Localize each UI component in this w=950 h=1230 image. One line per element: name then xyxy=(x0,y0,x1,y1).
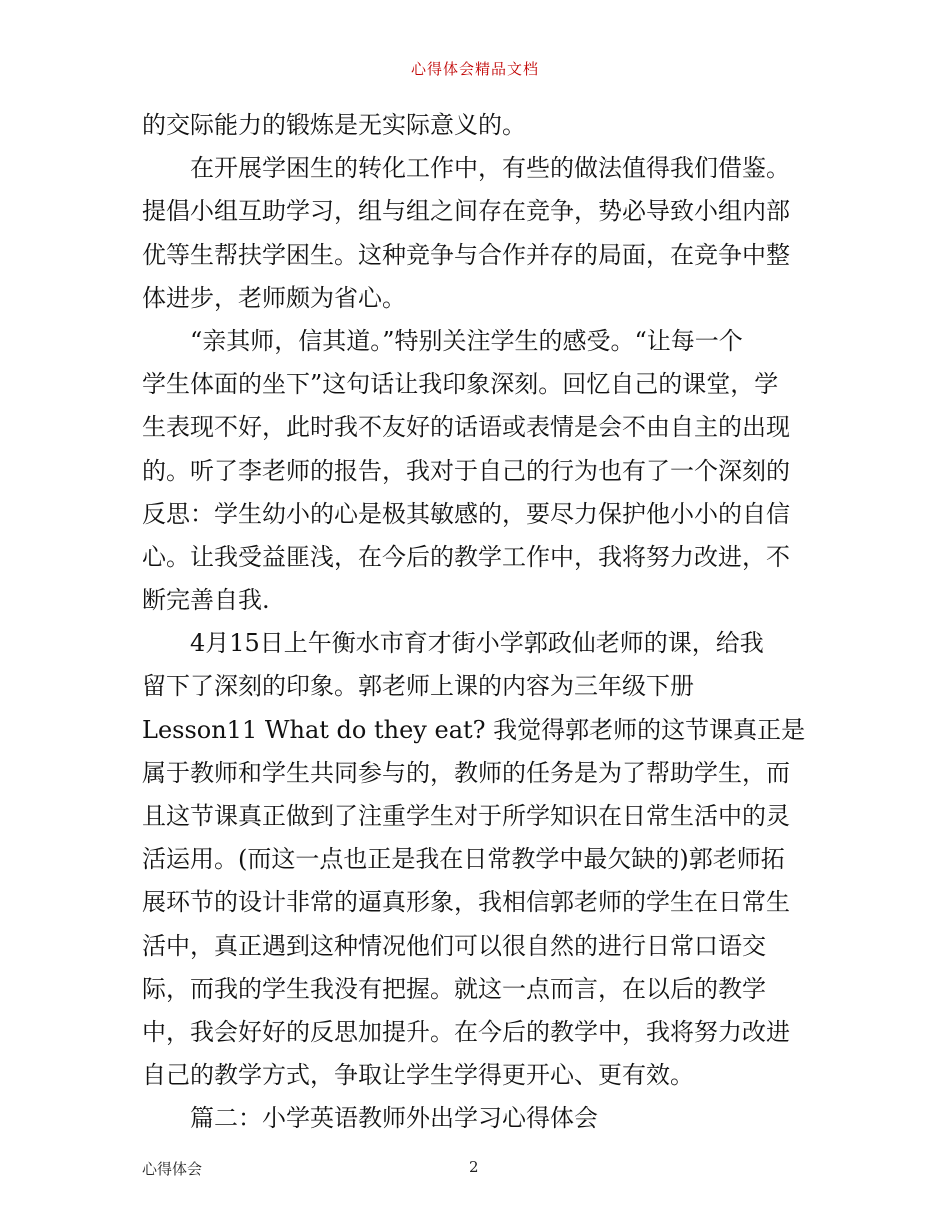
body-line: 展环节的设计非常的逼真形象，我相信郭老师的学生在日常生 xyxy=(142,888,790,917)
body-line: 心。让我受益匪浅，在今后的教学工作中，我将努力改进，不 xyxy=(142,542,790,571)
document-body xyxy=(142,104,814,1141)
body-line: 体进步，老师颇为省心。 xyxy=(142,283,406,312)
body-line: 4月15日上午衡水市育才街小学郭政仙老师的课，给我 xyxy=(190,629,764,658)
body-line: 际，而我的学生我没有把握。就这一点而言，在以后的教学 xyxy=(142,974,766,1003)
body-line: 反思：学生幼小的心是极其敏感的，要尽力保护他小小的自信 xyxy=(142,499,790,528)
body-line: 中，我会好好的反思加提升。在今后的教学中，我将努力改进 xyxy=(142,1017,790,1046)
body-line: 留下了深刻的印象。郭老师上课的内容为三年级下册 xyxy=(142,672,694,701)
body-line: 属于教师和学生共同参与的，教师的任务是为了帮助学生，而 xyxy=(142,758,790,787)
body-line: 活中，真正遇到这种情况他们可以很自然的进行日常口语交 xyxy=(142,931,766,960)
body-line: “亲其师，信其道。”特别关注学生的感受。“让每一个 xyxy=(190,326,743,355)
body-line: 自己的教学方式，争取让学生学得更开心、更有效。 xyxy=(142,1061,694,1090)
body-line: 且这节课真正做到了注重学生对于所学知识在日常生活中的灵 xyxy=(142,802,790,830)
body-line: 在开展学困生的转化工作中，有些的做法值得我们借鉴。 xyxy=(190,154,790,183)
body-line: 的。听了李老师的报告，我对于自己的行为也有了一个深刻的 xyxy=(142,456,790,485)
body-line: Lesson11 What do they eat? 我觉得郭老师的这节课真正是 xyxy=(142,715,806,744)
page-number: 2 xyxy=(469,1158,479,1176)
body-line: 活运用。(而这一点也正是我在日常教学中最欠缺的)郭老师拓 xyxy=(142,845,785,874)
body-line: 断完善自我. xyxy=(142,586,270,615)
body-line: 优等生帮扶学困生。这种竞争与合作并存的局面，在竞争中整 xyxy=(142,240,790,269)
section-heading: 篇二：小学英语教师外出学习心得体会 xyxy=(190,1104,598,1133)
body-line: 的交际能力的锻炼是无实际意义的。 xyxy=(142,111,526,139)
document-header-title: 心得体会精品文档 xyxy=(410,60,539,78)
body-line: 生表现不好，此时我不友好的话语或表情是会不由自主的出现 xyxy=(142,413,790,442)
body-line: 提倡小组互助学习，组与组之间存在竞争，势必导致小组内部 xyxy=(142,197,790,226)
footer-label: 心得体会 xyxy=(142,1160,203,1178)
body-line: 学生体面的坐下”这句话让我印象深刻。回忆自己的课堂，学 xyxy=(142,370,779,399)
